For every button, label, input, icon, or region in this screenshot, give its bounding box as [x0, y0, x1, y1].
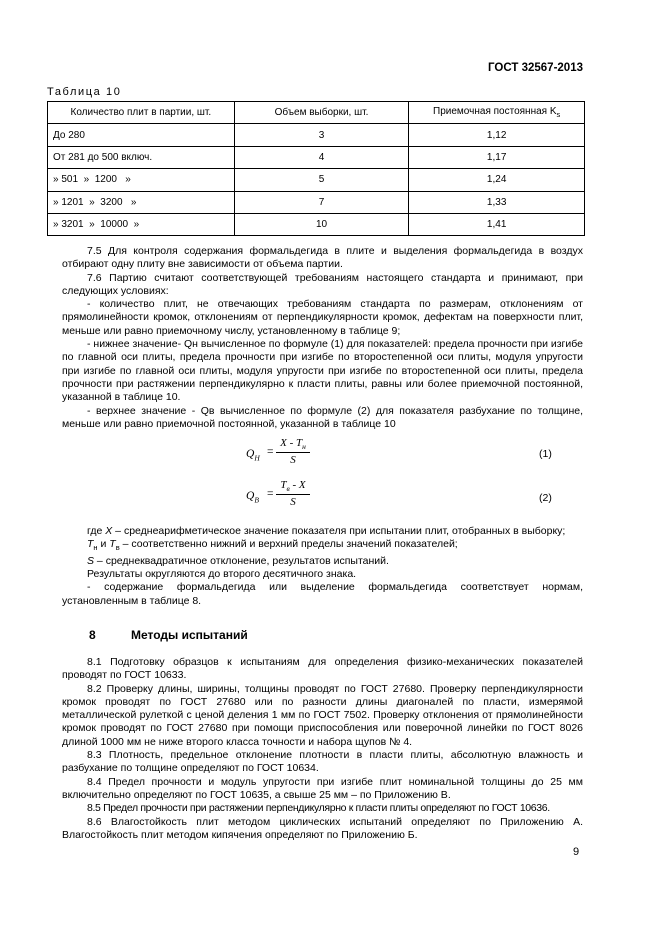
table-cell: 7 — [234, 191, 409, 213]
legend-line: где X – среднеарифметическое значение показателя при испытании плит, отобранных в выборку; — [87, 525, 566, 537]
section-title: Методы испытаний — [131, 628, 248, 642]
table-header-cell: Количество плит в партии, шт. — [48, 102, 235, 124]
formula-number: (1) — [539, 448, 552, 460]
paragraph-8-6: 8.6 Влагостойкость плит методом циклических испытаний определяют по Приложению А. Влагостойкость плит методом кипячения определяют по Приложению Б. — [62, 815, 583, 841]
table-header-text: Приемочная постоянная K — [433, 106, 557, 118]
paragraph-7-5: 7.5 Для контроля содержания формальдегида в плите и выделения формальдегида в воздух отбирают одну плиту вне зависимости от объема партии. — [62, 245, 583, 271]
formula-lhs: $Q_B$ — [246, 490, 259, 505]
legend-line: S – среднеквадратичное отклонение, результатов испытаний. — [87, 554, 389, 567]
table-cell: 5 — [234, 169, 409, 191]
condition-paragraph: - верхнее значение - Qв вычисленное по формуле (2) для показателя разбухание по толщине, меньше или равно приемочной постоянной, указанной в таблице 10 — [62, 404, 583, 430]
paragraph-8-5: 8.5 Предел прочности при растяжении перпендикулярно к пласти плиты определяют по ГОСТ 10636. — [87, 802, 550, 815]
table-header-subscript: s — [556, 110, 561, 120]
table-cell: 1,41 — [409, 213, 585, 235]
table-row — [48, 146, 585, 168]
paragraph-8-4: 8.4 Предел прочности и модуль упругости при изгибе плит номинальной толщины до 25 мм включительно определяют по ГОСТ 10635, а свыше 25 мм – по Приложению В. — [62, 775, 583, 801]
formula-equals: = — [267, 488, 274, 500]
table-cell: 1,12 — [409, 124, 585, 146]
formula-number: (2) — [539, 492, 552, 504]
paragraph-8-3: 8.3 Плотность, предельное отклонение плотности в пласти плиты, абсолютную влажность и разбухание по толщине определяют по ГОСТ 10634. — [62, 749, 583, 775]
table-cell: 1,33 — [409, 191, 585, 213]
standard-number: ГОСТ 32567-2013 — [488, 62, 583, 74]
table-cell: До 280 — [48, 124, 235, 146]
paragraph-8-2: 8.2 Проверку длины, ширины, толщины проводят по ГОСТ 27680. Проверку перпендикулярности кромок проводят по ГОСТ 27680 или по разности длины диагоналей по пласти, измерямой металлической рулеткой с ценой деления 1 мм по ГОСТ 7502. Проверку отклонения от прямолинейности кромок проводят по ГОСТ 27680 при помощи приспособления или поверочной линейки по ГОСТ 8026 длиной 1000 мм не ниже второго класса точности и набора щупов № 4. — [62, 682, 583, 748]
formula-fraction: X - $T_н$ S — [276, 437, 310, 466]
table-header-cell: Объем выборки, шт. — [234, 102, 409, 124]
acceptance-conditions-block — [62, 245, 583, 431]
table-cell: 1,24 — [409, 169, 585, 191]
table-row — [48, 124, 585, 146]
paragraph-8-1: 8.1 Подготовку образцов к испытаниям для определения физико-механических показателей проводят по ГОСТ 10633. — [62, 656, 583, 682]
table-cell: 10 — [234, 213, 409, 235]
condition-paragraph: - количество плит, не отвечающих требованиям стандарта по размерам, отклонениям от прямолинейности кромок, отклонениям от перпендикулярности кромок, дефектам на поверхности плит, меньше или равно приемочному числу, установленному в таблице 9; — [62, 298, 583, 337]
rounding-note: Результаты округляются до второго десятичного знака. — [87, 567, 357, 580]
table-cell: » 3201 » 10000 » — [48, 213, 235, 235]
formula-lhs: $Q_H$ — [246, 448, 260, 463]
table-cell: От 281 до 500 включ. — [48, 146, 235, 168]
table-caption: Таблица 10 — [47, 86, 122, 98]
table-row — [48, 169, 585, 191]
page-number: 9 — [573, 846, 580, 858]
formula-equals: = — [267, 446, 274, 458]
legend-block — [62, 525, 583, 608]
condition-paragraph: - нижнее значение- Qн вычисленное по формуле (1) для показателей: предела прочности при изгибе по главной оси плиты, предела прочности при изгибе по второстепенной оси плиты, модуля упругости при изгибе по главной оси плиты, модуля упругости при изгибе по второстепенной оси плиты, предела прочности при растяжении перпендикулярно к пласти плиты, равны или более приемочной постоянной, указанной в таблице 10. — [62, 338, 583, 404]
table-header-row — [48, 102, 585, 124]
condition-paragraph: - содержание формальдегида или выделение формальдегида соответствует нормам, установленным в таблице 8. — [62, 581, 583, 607]
table-row — [48, 213, 585, 235]
table-header-cell — [409, 102, 585, 124]
section-number: 8 — [89, 628, 96, 642]
paragraph-7-6: 7.6 Партию считают соответствующей требованиям настоящего стандарта и принимают, при следующих условиях: — [62, 271, 583, 297]
acceptance-table — [47, 101, 585, 236]
table-cell: 3 — [234, 124, 409, 146]
table-cell: 1,17 — [409, 146, 585, 168]
test-methods-block — [62, 656, 583, 842]
table-row — [48, 191, 585, 213]
legend-line: $T_н$ и $T_в$ – соответственно нижний и верхний пределы значений показателей; — [87, 538, 458, 553]
formula-fraction: $T_в$ - X S — [276, 479, 310, 508]
table-cell: » 1201 » 3200 » — [48, 191, 235, 213]
table-cell: » 501 » 1200 » — [48, 169, 235, 191]
table-cell: 4 — [234, 146, 409, 168]
